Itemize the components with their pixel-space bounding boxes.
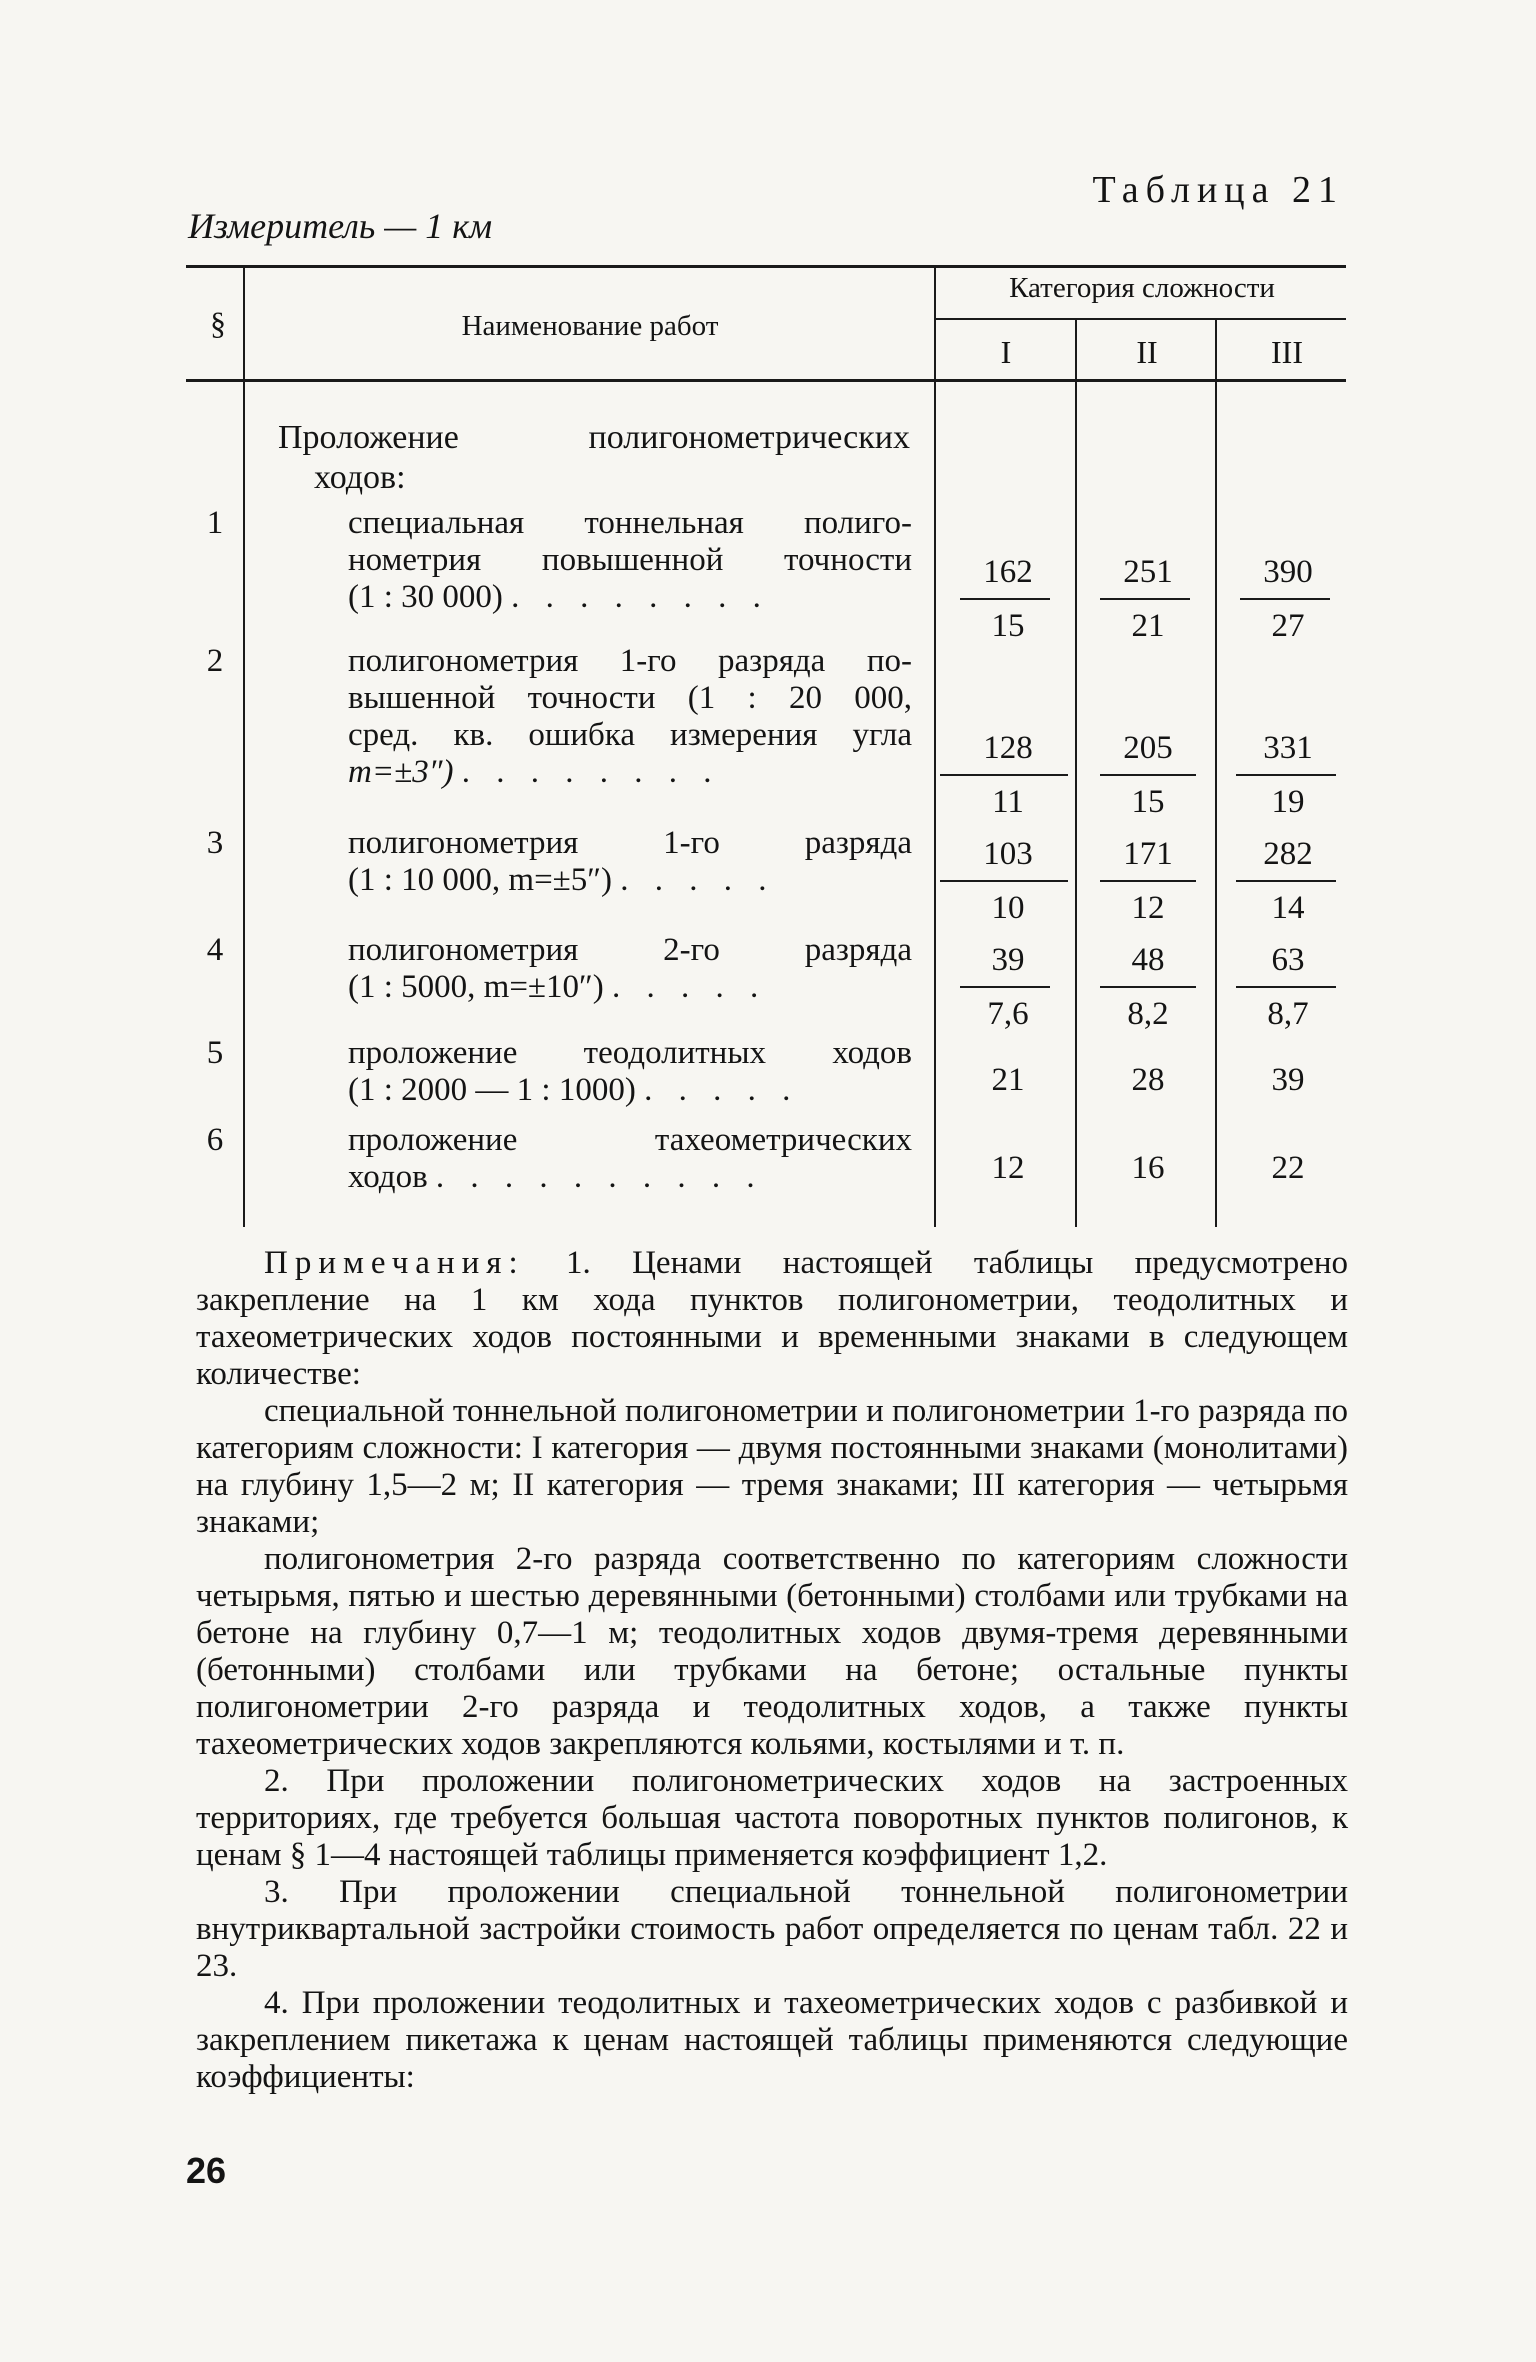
row-1-dots: . . . . . . . . [511, 579, 770, 615]
row-4-cat2-bar [1100, 986, 1196, 988]
row-1-line-3: (1 : 30 000) [348, 579, 503, 615]
row-4-cat1-bottom: 7,6 [987, 996, 1029, 1032]
row-1-cat3-bottom: 27 [1271, 608, 1305, 644]
note-1-paragraph-2: специальной тоннельной полигонометрии и полигонометрии 1-го разряда по категориям сложности: I категория — двумя постоянными знаками (монолитами) на глубину 1,5—2 м; II категория — тремя знаками; III категория — четырьмя знаками; [196, 1393, 1348, 1540]
row-3-cat2-bar [1100, 880, 1196, 882]
note-2: 2. При проложении полигонометрических ходов на застроенных территориях, где требуется большая частота поворотных пунктов полигонов, к ценам § 1—4 настоящей таблицы применяется коэффициент 1,2. [196, 1763, 1348, 1873]
row-3-name [348, 825, 912, 899]
row-2-cat1-bar [940, 774, 1068, 776]
row-1-cat2-bottom: 21 [1131, 608, 1165, 644]
row-1-line-2: нометрия повышенной точности [348, 542, 912, 578]
header-category-2: II [1136, 334, 1158, 370]
header-section-sign: § [210, 305, 226, 341]
unit-label: Измеритель — 1 км [188, 206, 493, 246]
row-4-cat1-bar [960, 986, 1050, 988]
row-4-line-1: полигонометрия 2-го разряда [348, 932, 912, 968]
row-6-line-2: ходов [348, 1159, 428, 1195]
row-6-name [348, 1122, 912, 1196]
row-2-cat2-bottom: 15 [1131, 784, 1165, 820]
row-3-cat3-bottom: 14 [1271, 890, 1305, 926]
category-subheader-rule [936, 318, 1346, 320]
row-3-line-1: полигонометрия 1-го разряда [348, 825, 912, 861]
table-col-divider-1 [243, 267, 245, 1227]
row-2-cat1-top: 128 [983, 730, 1033, 766]
header-complexity-category: Категория сложности [1009, 272, 1275, 304]
row-3-number: 3 [206, 825, 224, 861]
row-3-cat2-bottom: 12 [1131, 890, 1165, 926]
row-1-cat1-bottom: 15 [991, 608, 1025, 644]
row-3-cat3-top: 282 [1263, 836, 1313, 872]
row-4-dots: . . . . . [612, 969, 768, 1005]
row-1-cat1-bar [960, 598, 1050, 600]
header-category-3: III [1271, 334, 1303, 370]
row-5-number: 5 [206, 1035, 224, 1071]
row-5-dots: . . . . . [644, 1072, 800, 1108]
row-3-cat1-top: 103 [983, 836, 1033, 872]
row-5-line-1: проложение теодолитных ходов [348, 1035, 912, 1071]
row-1-cat3-bar [1240, 598, 1330, 600]
table-col-divider-2 [934, 267, 936, 1227]
row-6-number: 6 [206, 1122, 224, 1158]
row-6-cat2: 16 [1131, 1150, 1165, 1186]
row-1-line-1: специальная тоннельная полиго- [348, 505, 912, 541]
row-4-cat3-bottom: 8,7 [1267, 996, 1309, 1032]
note-3: 3. При проложении специальной тоннельной полигонометрии внутриквартальной застройки стоимость работ определяется по ценам табл. 22 и 23. [196, 1874, 1348, 1984]
row-1-cat1-top: 162 [983, 554, 1033, 590]
row-4-cat1-top: 39 [991, 942, 1025, 978]
row-2-cat1-bottom: 11 [992, 784, 1024, 820]
header-work-name: Наименование работ [461, 310, 719, 342]
row-5-cat1: 21 [991, 1062, 1025, 1098]
row-2-line-3: сред. кв. ошибка измерения угла [348, 717, 912, 753]
group-heading-right: полигонометрических [588, 419, 910, 456]
notes-section [196, 1245, 1348, 2096]
row-2-name [348, 643, 912, 791]
row-3-cat1-bottom: 10 [991, 890, 1025, 926]
group-heading [278, 418, 910, 498]
row-1-cat2-bar [1100, 598, 1190, 600]
row-2-cat2-bar [1100, 774, 1196, 776]
row-2-cat3-bottom: 19 [1271, 784, 1305, 820]
row-5-line-2: (1 : 2000 — 1 : 1000) [348, 1072, 636, 1108]
row-4-cat2-bottom: 8,2 [1127, 996, 1169, 1032]
table-top-rule [186, 265, 1346, 268]
row-6-dots: . . . . . . . . . . [435, 1159, 764, 1195]
note-1-intro: Примечания: 1. Ценами настоящей таблицы предусмотрено закрепление на 1 км хода пунктов полигонометрии, теодолитных и тахеометрических ходов постоянными и временными знаками в следующем количестве: [196, 1245, 1348, 1392]
row-2-line-2: вышенной точности (1 : 20 000, [348, 680, 912, 716]
row-4-line-2: (1 : 5000, m=±10″) [348, 969, 604, 1005]
row-6-cat3: 22 [1271, 1150, 1305, 1186]
row-2-line-1: полигонометрия 1-го разряда по- [348, 643, 912, 679]
row-2-cat3-bar [1236, 774, 1336, 776]
row-2-line-4: m=±3″) [348, 754, 454, 790]
row-1-cat2-top: 251 [1123, 554, 1173, 590]
row-3-line-2: (1 : 10 000, m=±5″) [348, 862, 613, 898]
row-5-cat2: 28 [1131, 1062, 1165, 1098]
row-1-cat3-top: 390 [1263, 554, 1313, 590]
note-4: 4. При проложении теодолитных и тахеометрических ходов с разбивкой и закреплением пикетажа к ценам настоящей таблицы применяются следующие коэффициенты: [196, 1985, 1348, 2095]
row-2-dots: . . . . . . . . [461, 754, 721, 790]
row-5-cat3: 39 [1271, 1062, 1305, 1098]
page-number: 26 [186, 2150, 227, 2191]
notes-heading: Примечания: [264, 1245, 525, 1281]
row-6-line-1: проложение тахеометрических [348, 1122, 912, 1158]
row-2-number: 2 [206, 643, 224, 679]
row-3-cat2-top: 171 [1123, 836, 1173, 872]
note-1-paragraph-3: полигонометрия 2-го разряда соответственно по категориям сложности четырьмя, пятью и шестью деревянными (бетонными) столбами или трубками на бетоне на глубину 0,7—1 м; теодолитных ходов двумя-тремя деревянными (бетонными) столбами или трубками на бетоне; остальные пункты полигонометрии 2-го разряда и теодолитных ходов, а также пункты тахеометрических ходов закрепляются кольями, костылями и т. п. [196, 1541, 1348, 1762]
row-4-number: 4 [206, 932, 224, 968]
row-6-cat1: 12 [991, 1150, 1025, 1186]
group-heading-left: Проложение [278, 419, 459, 456]
row-1-number: 1 [206, 505, 224, 541]
row-3-cat3-bar [1236, 880, 1336, 882]
group-heading-line2: ходов: [314, 459, 406, 496]
table-title: Таблица 21 [1092, 169, 1344, 211]
row-4-cat3-top: 63 [1271, 942, 1305, 978]
table-header-bottom-rule [186, 379, 1346, 382]
row-1-name [348, 505, 912, 616]
row-2-cat3-top: 331 [1263, 730, 1313, 766]
row-3-cat1-bar [940, 880, 1068, 882]
row-4-cat2-top: 48 [1131, 942, 1165, 978]
row-3-dots: . . . . . [620, 862, 776, 898]
row-4-name [348, 932, 912, 1006]
header-category-1: I [1000, 334, 1012, 370]
row-2-cat2-top: 205 [1123, 730, 1173, 766]
row-4-cat3-bar [1236, 986, 1336, 988]
row-5-name [348, 1035, 912, 1109]
